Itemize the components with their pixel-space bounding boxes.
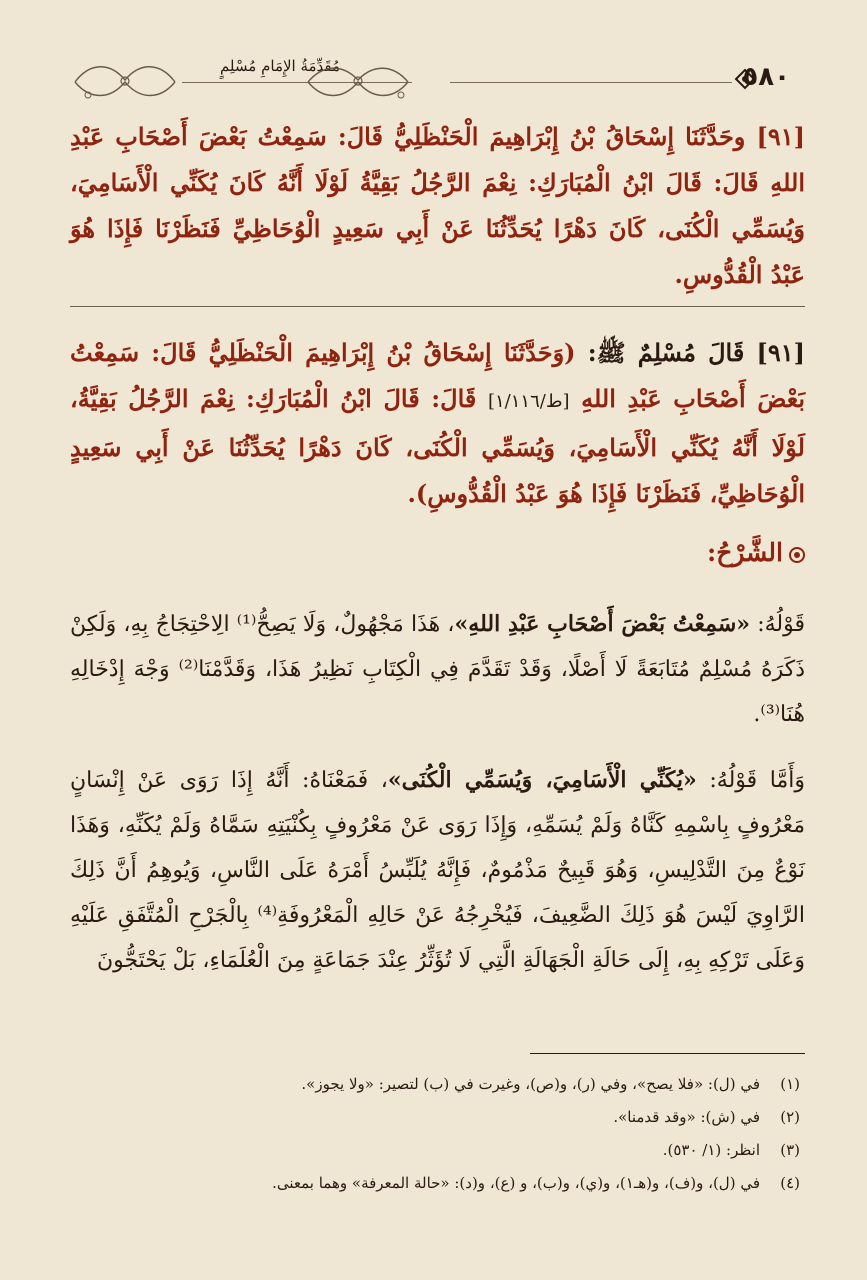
sharh-heading xyxy=(707,538,805,567)
hadith-quote-block xyxy=(70,330,805,517)
page-header xyxy=(70,52,812,102)
footnote-text: انظر: (١/ ٥٣٠). xyxy=(662,1141,760,1159)
header-center-ornament-icon xyxy=(298,60,418,102)
header-left-ornament-icon xyxy=(70,60,180,102)
commentary-paragraph-1 xyxy=(70,602,805,737)
hadith-text: وحَدَّثَنَا إِسْحَاقُ بْنُ إِبْرَاهِيمَ الْحَنْظَلِيُّ قَالَ: سَمِعْتُ بَعْضَ أَصْحَابِ عَبْدِ اللهِ قَالَ: قَالَ ابْنُ الْمُبَارَكِ: نِعْمَ الرَّجُلُ بَقِيَّةُ لَوْلَا أَنَّهُ كَانَ يُكَنِّي الْأَسَامِيَ، وَيُسَمِّي الْكُنَى، كَانَ دَهْرًا يُحَدِّثُنَا عَنْ أَبِي سَعِيدٍ الْوُحَاظِيِّ فَنَظَرْنَا فَإِذَا هُوَ عَبْدُ الْقُدُّوسِ. xyxy=(70,122,806,289)
footnote xyxy=(70,1167,800,1200)
footnotes xyxy=(70,1068,800,1200)
footnote-text: في (ل)، و(ف)، و(هـ١)، و(ي)، و(ب)، و (ع)، و(د): «حالة المعرفة» وهما بمعنى. xyxy=(272,1174,760,1192)
commentary-lead: وَأَمَّا قَوْلُهُ: xyxy=(696,768,805,793)
footnote-number: (٤) xyxy=(780,1174,800,1192)
commentary-paragraph-2 xyxy=(70,758,805,983)
footnote-text: في (ل): «فلا يصح»، وفي (ر)، و(ص)، وغيرت في (ب) لتصير: «ولا يجوز». xyxy=(301,1075,760,1093)
header-rule-right xyxy=(450,82,732,83)
edition-reference: [ط/١/١١٦] xyxy=(487,391,570,412)
commentary-quote: «يُكَنِّي الْأَسَامِيَ، وَيُسَمِّي الْكُنَى» xyxy=(387,767,697,793)
footnote xyxy=(70,1134,800,1167)
footnote xyxy=(70,1068,800,1101)
footnote-number: (١) xyxy=(780,1075,800,1093)
footnote-divider xyxy=(530,1053,805,1054)
sharh-bullet-icon xyxy=(789,547,805,563)
hadith-text-block xyxy=(70,114,805,298)
section-separator xyxy=(70,306,805,307)
hadith-quote-text-b: قَالَ: قَالَ ابْنُ الْمُبَارَكِ: نِعْمَ الرَّجُلُ بَقِيَّةُ، لَوْلَا أَنَّهُ يُكَنِّي الْأَسَامِيَ، وَيُسَمِّي الْكُنَى، كَانَ دَهْرًا يُحَدِّثُنَا عَنْ أَبِي سَعِيدٍ الْوُحَاظِيِّ، فَنَظَرْنَا فَإِذَا هُوَ عَبْدُ الْقُدُّوسِ). xyxy=(70,384,805,508)
commentary-lead: قَوْلُهُ: xyxy=(750,612,806,637)
footnote-text: في (ش): «وقد قدمنا». xyxy=(613,1108,760,1126)
footnote xyxy=(70,1101,800,1134)
commentary-rest: ، هَذَا مَجْهُولٌ، وَلَا يَصِحُّ⁽¹⁾ الِاحْتِجَاجُ بِهِ، وَلَكِنْ ذَكَرَهُ مُسْلِمٌ مُتَابَعَةً لَا أَصْلًا، وَقَدْ تَقَدَّمَ فِي الْكِتَابِ نَظِيرُ هَذَا، وَقَدَّمْنَا⁽²⁾ وَجْهَ إِدْخَالِهِ هُنَا⁽³⁾. xyxy=(70,612,805,727)
page-number: ٥٨٠ xyxy=(742,62,790,92)
hadith-quote-intro: قَالَ مُسْلِمٌ ﷺ: xyxy=(575,338,745,367)
hadith-quote-number: [٩١] xyxy=(756,338,806,367)
sharh-heading-label: الشَّرْحُ: xyxy=(706,538,783,567)
footnote-number: (٣) xyxy=(780,1141,800,1159)
commentary-quote: «سَمِعْتُ بَعْضَ أَصْحَابِ عَبْدِ اللهِ» xyxy=(454,611,751,637)
commentary-rest: ، فَمَعْنَاهُ: أَنَّهُ إِذَا رَوَى عَنْ إِنْسَانٍ مَعْرُوفٍ بِاسْمِهِ كَنَّاهُ وَلَمْ يُسَمِّهِ، وَإِذَا رَوَى عَنْ مَعْرُوفٍ بِكُنْيَتِهِ سَمَّاهُ وَلَمْ يُكَنِّهِ، وَهَذَا نَوْعٌ مِنَ التَّدْلِيسِ، وَهُوَ قَبِيحٌ مَذْمُومٌ، فَإِنَّهُ يُلَبِّسُ أَمْرَهُ عَلَى النَّاسِ، وَيُوهِمُ أَنَّ ذَلِكَ الرَّاوِيَ لَيْسَ هُوَ ذَلِكَ الضَّعِيفَ، فَيُخْرِجُهُ عَنْ حَالِهِ الْمَعْرُوفَةِ⁽⁴⁾ بِالْجَرْحِ الْمُتَّفَقِ عَلَيْهِ وَعَلَى تَرْكِهِ بِهِ، إِلَى حَالَةِ الْجَهَالَةِ الَّتِي لَا تُؤَثِّرُ عِنْدَ جَمَاعَةٍ مِنَ الْعُلَمَاءِ، بَلْ يَحْتَجُّونَ xyxy=(70,768,806,973)
header-title: مُقَدِّمَةُ الإِمَامِ مُسْلِمٍ xyxy=(219,57,341,75)
hadith-number: [٩١] xyxy=(756,122,805,151)
hadith-quote-text-a: (وَحَدَّثَنَا إِسْحَاقُ بْنُ إِبْرَاهِيمَ الْحَنْظَلِيُّ قَالَ: سَمِعْتُ بَعْضَ أَصْحَابِ عَبْدِ اللهِ xyxy=(70,338,805,413)
footnote-number: (٢) xyxy=(780,1108,800,1126)
